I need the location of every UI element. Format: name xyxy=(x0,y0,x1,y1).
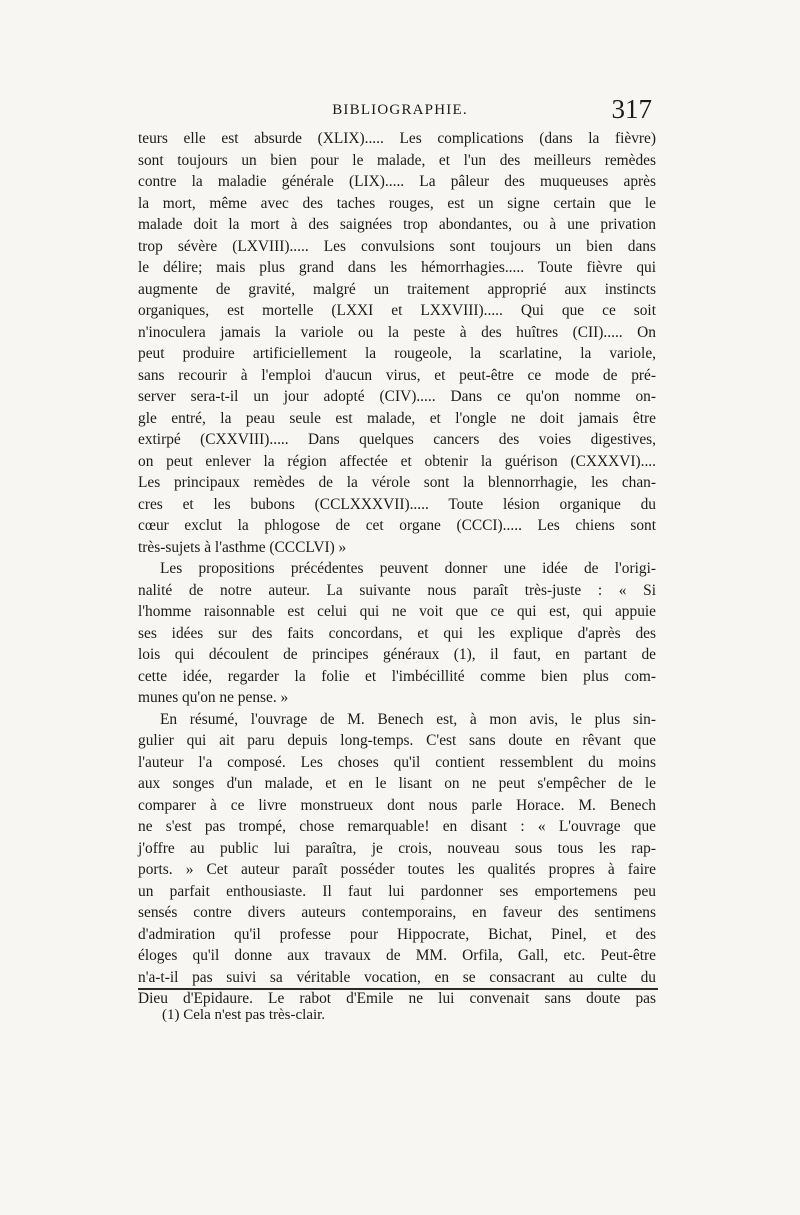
text-line: n'inoculera jamais la variole ou la peste à des huîtres (CII)..... On xyxy=(138,323,656,341)
text-line: d'admiration qu'il professe pour Hippocrate, Bichat, Pinel, et des xyxy=(138,925,656,943)
text-line: n'a-t-il pas suivi sa véritable vocation, en se consacrant au culte du xyxy=(138,968,656,986)
footnote: (1) Cela n'est pas très-clair. xyxy=(162,1007,326,1023)
text-line: extirpé (CXXVIII)..... Dans quelques cancers des voies digestives, xyxy=(138,431,656,448)
text-line: augmente de gravité, malgré un traitement approprié aux instincts xyxy=(138,280,656,298)
body-text xyxy=(138,128,656,1010)
text-line: contre la maladie générale (LIX)..... La pâleur des muqueuses après xyxy=(138,173,656,190)
text-line: Dieu d'Epidaure. Le rabot d'Emile ne lui convenait sans doute pas xyxy=(138,990,656,1007)
text-line: cœur exclut la phlogose de cet organe (CCCI)..... Les chiens sont xyxy=(138,517,656,534)
text-line: comparer à ce livre monstrueux dont nous parle Horace. M. Benech xyxy=(138,796,656,814)
text-line: éloges qu'il donne aux travaux de MM. Orfila, Gall, etc. Peut-être xyxy=(138,947,656,964)
text-line: l'homme raisonnable est celui qui ne voit que ce qui est, qui appuie xyxy=(138,603,656,620)
text-line: ses idées sur des faits concordans, et qui les explique d'après des xyxy=(138,624,656,642)
text-line: ports. » Cet auteur paraît posséder toutes les qualités propres à faire xyxy=(138,861,656,878)
text-line: organiques, est mortelle (LXXI et LXXVIII)..... Qui que ce soit xyxy=(138,302,656,319)
text-line: gle entré, la peau seule est malade, et l'ongle ne doit jamais être xyxy=(138,409,656,427)
text-line: server sera-t-il un jour adopté (CIV)..... Dans ce qu'on nomme on- xyxy=(138,388,656,405)
running-head xyxy=(140,94,660,128)
text-line: j'offre au public lui paraîtra, je crois, nouveau sous tous les rap- xyxy=(138,839,656,857)
text-line: la mort, même avec des taches rouges, est un signe certain que le xyxy=(138,194,656,212)
text-line: Les principaux remèdes de la vérole sont la blennorrhagie, les chan- xyxy=(138,474,656,491)
text-line: sans recourir à l'emploi d'aucun virus, et peut-être ce mode de pré- xyxy=(138,366,656,384)
text-line: malade doit la mort à des saignées trop abondantes, ou à une privation xyxy=(138,216,656,233)
text-line: munes qu'on ne pense. » xyxy=(138,689,289,706)
running-title: BIBLIOGRAPHIE. xyxy=(332,102,468,118)
text-line: trop sévère (LXVIII)..... Les convulsions sont toujours un bien dans xyxy=(138,237,656,255)
text-line: aux songes d'un malade, et en le lisant on ne peut s'empêcher de le xyxy=(138,775,656,792)
text-line: sensés contre divers auteurs contemporains, en faveur des sentimens xyxy=(138,904,656,921)
text-line: En résumé, l'ouvrage de M. Benech est, à mon avis, le plus sin- xyxy=(160,710,656,728)
text-line: ne s'est pas trompé, chose remarquable! en disant : « L'ouvrage que xyxy=(138,818,656,835)
text-line: gulier qui ait paru depuis long-temps. C'est sans doute en rêvant que xyxy=(138,732,656,749)
text-line: teurs elle est absurde (XLIX)..... Les complications (dans la fièvre) xyxy=(138,130,656,147)
text-line: le délire; mais plus grand dans les hémorrhagies..... Toute fièvre qui xyxy=(138,259,656,276)
text-line: cette idée, regarder la folie et l'imbécillité comme bien plus com- xyxy=(138,667,656,685)
text-line: l'auteur l'a composé. Les choses qu'il contient ressemblent du moins xyxy=(138,753,656,771)
text-line: on peut enlever la région affectée et obtenir la guérison (CXXXVI).... xyxy=(138,452,656,470)
text-line: Les propositions précédentes peuvent donner une idée de l'origi- xyxy=(160,560,656,577)
text-line: nalité de notre auteur. La suivante nous paraît très-juste : « Si xyxy=(138,581,656,599)
text-line: un parfait enthousiaste. Il faut lui pardonner ses emportemens peu xyxy=(138,882,656,900)
page-number: 317 xyxy=(611,94,652,124)
text-line: sont toujours un bien pour le malade, et l'un des meilleurs remèdes xyxy=(138,151,656,169)
text-line: très-sujets à l'asthme (CCCLVI) » xyxy=(138,538,347,556)
text-line: peut produire artificiellement la rougeole, la scarlatine, la variole, xyxy=(138,345,656,362)
text-line: lois qui découlent de principes généraux (1), il faut, en partant de xyxy=(138,646,656,663)
footnote-divider xyxy=(138,988,658,990)
text-line: cres et les bubons (CCLXXXVII)..... Toute lésion organique du xyxy=(138,495,656,513)
